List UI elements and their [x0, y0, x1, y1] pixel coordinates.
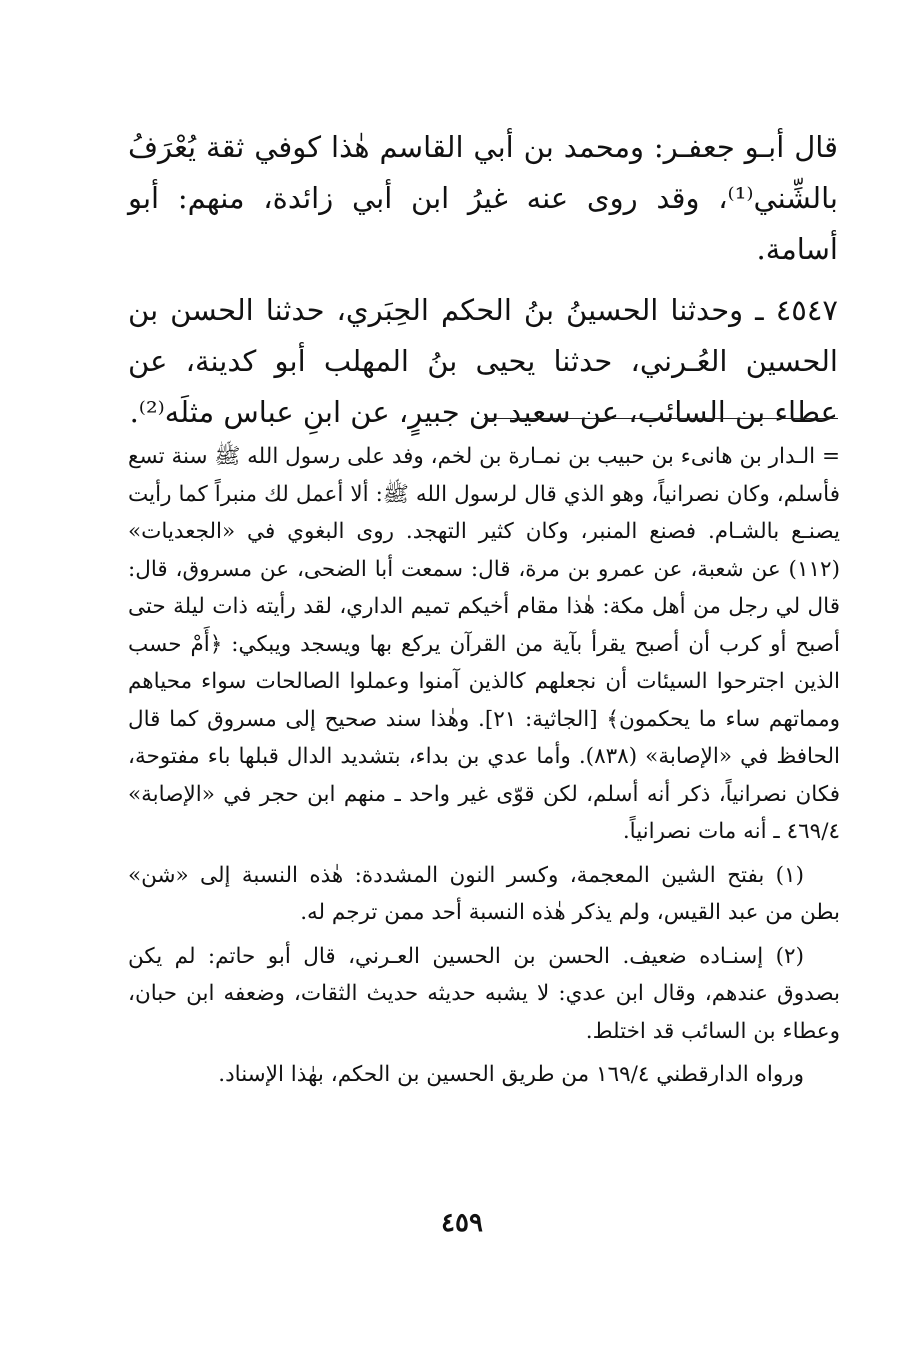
hadith-4547: ٤٥٤٧ ـ وحدثنا الحسينُ بنُ الحكم الحِبَري، حدثنا الحسن بن الحسين العُـرني، حدثنا يحيى بنُ المهلب أبو كدينة، عن عطاء بن السائب، عن سعيد بن جبيرٍ، عن ابنِ عباس مثلَه⁽²⁾. [128, 293, 839, 429]
page-number: ٤٥٩ [441, 1208, 483, 1238]
footnote-separator [484, 418, 838, 419]
footnote-2: (٢) إسنـاده ضعيف. الحسن بن الحسين العـرني، قال أبو حاتم: لم يكن بصدوق عندهم، وقال ابن عدي: لا يشبه حديثه حديث الثقات، وضعفه ابن حبان، وعطاء بن السائب قد اختلط. [128, 943, 840, 1044]
paragraph-1: قال أبـو جعفـر: ومحمد بن أبي القاسم هٰذا كوفي ثقة يُعْرَفُ بالشِّني⁽¹⁾، وقد روى عنه غيرُ ابن أبي زائدة، منهم: أبو أسامة. [128, 130, 838, 266]
footnote-continued: = الـدار بن هانىء بن حبيب بن نمـارة بن لخم، وفد على رسول الله ﷺ سنة تسع فأسلم، وكان نصرانياً، وهو الذي قال لرسول الله ﷺ: ألا أعمل لك منبراً كما رأيت يصنـع بالشـام. فصنع المنبر، وكان كثير التهجد. روى البغوي في «الجعديات» (١١٢) عن شعبة، عن عمرو بن مرة، قال: سمعت أبا الضحى، عن مسروق، قال: قال لي رجل من أهل مكة: هٰذا مقام أخيكم تميم الداري، لقد رأيته ذات ليلة حتى أصبح أو كرب أن أصبح يقرأ بآية من القرآن يركع بها ويسجد ويبكي: ﴿أَمْ حسب الذين اجترحوا السيئات أن نجعلهم كالذين آمنوا وعملوا الصالحات سواء محياهم ومماتهم ساء ما يحكمون﴾ [الجاثية: ٢١]. وهٰذا سند صحيح إلى مسروق كما قال الحافظ في «الإصابة» (٨٣٨). وأما عدي بن بداء، بتشديد الدال قبلها باء مفتوحة، فكان نصرانياً، ذكر أنه أسلم، لكن قوّى غير واحد ـ منهم ابن حجر في «الإصابة» ٤٦٩/٤ ـ أنه مات نصرانياً. [128, 444, 840, 844]
footnotes [128, 438, 840, 1100]
footnote-2-continued: ورواه الدارقطني ١٦٩/٤ من طريق الحسين بن الحكم، بهٰذا الإسناد. [218, 1062, 804, 1087]
footnote-1: (١) بفتح الشين المعجمة، وكسر النون المشددة: هٰذه النسبة إلى «شن» بطن من عبد القيس، ولم يذكر هٰذه النسبة أحد ممن ترجم له. [128, 862, 840, 925]
main-text [128, 122, 838, 448]
